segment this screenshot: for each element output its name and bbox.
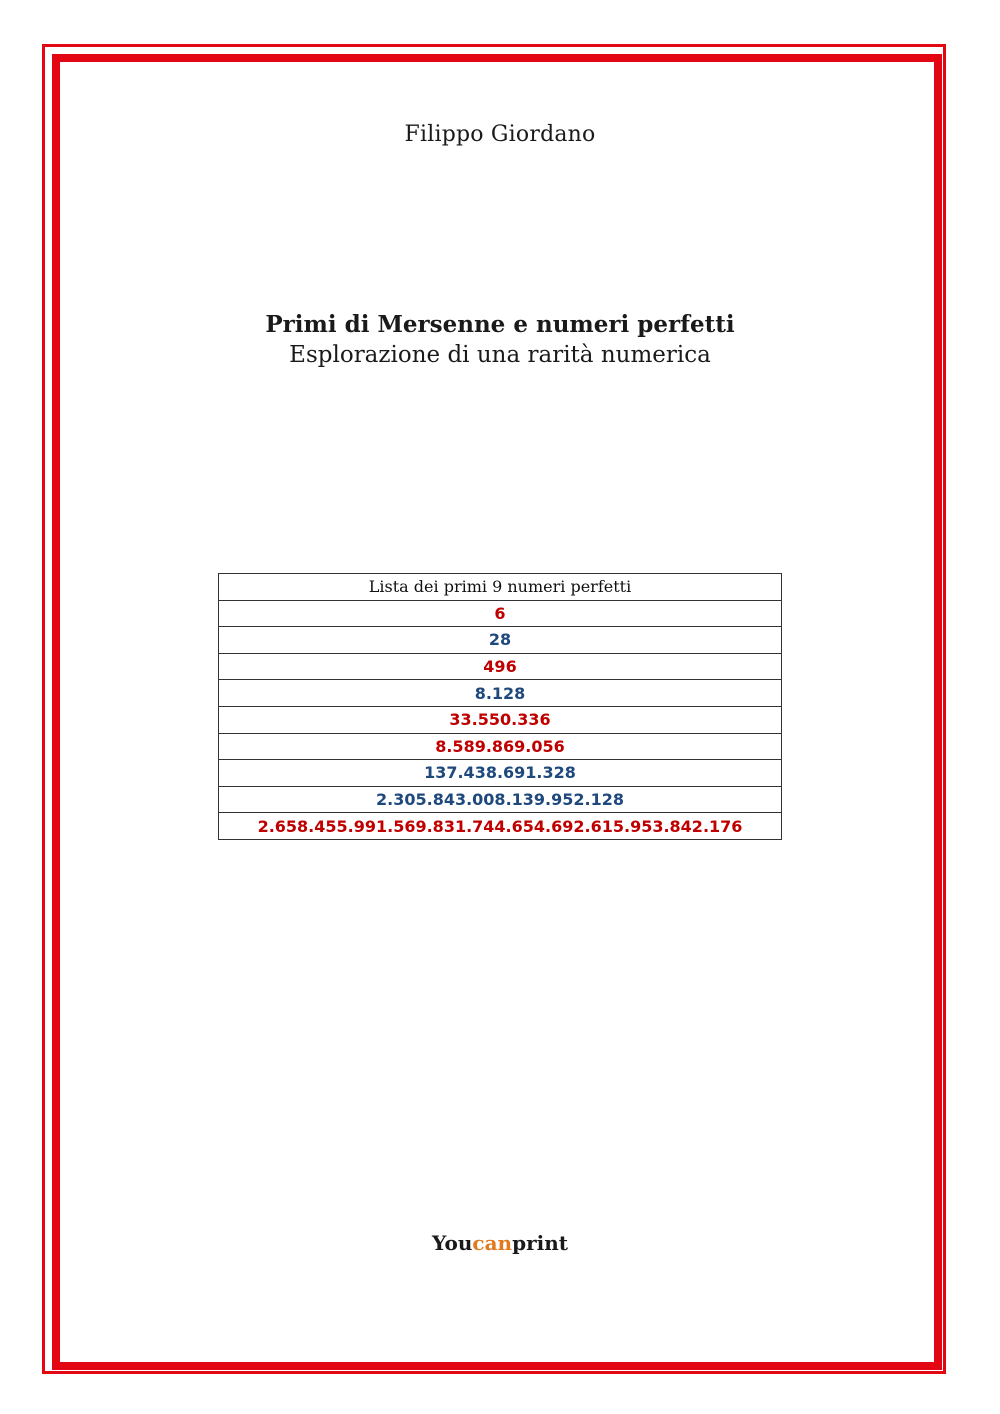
perfect-number-cell: 2.658.455.991.569.831.744.654.692.615.953.842.176	[219, 813, 782, 840]
book-title: Primi di Mersenne e numeri perfetti	[265, 311, 735, 338]
table-row	[219, 706, 782, 733]
author-name: Filippo Giordano	[404, 122, 596, 147]
table-row	[219, 786, 782, 813]
perfect-number-cell: 8.128	[219, 680, 782, 707]
perfect-numbers-table	[218, 573, 782, 840]
publisher-part-print: print	[512, 1231, 568, 1255]
table-row	[219, 600, 782, 627]
publisher-part-you: You	[431, 1231, 473, 1255]
publisher-logo	[0, 1231, 1000, 1255]
publisher-part-can: can	[472, 1231, 513, 1255]
table-row	[219, 733, 782, 760]
table-row	[219, 627, 782, 654]
perfect-number-cell: 6	[219, 600, 782, 627]
perfect-number-cell: 28	[219, 627, 782, 654]
perfect-number-cell: 496	[219, 653, 782, 680]
table-row	[219, 653, 782, 680]
book-subtitle: Esplorazione di una rarità numerica	[289, 342, 711, 368]
perfect-number-cell: 137.438.691.328	[219, 760, 782, 787]
table-row	[219, 813, 782, 840]
perfect-number-cell: 33.550.336	[219, 706, 782, 733]
table-row	[219, 680, 782, 707]
perfect-number-cell: 8.589.869.056	[219, 733, 782, 760]
perfect-number-cell: 2.305.843.008.139.952.128	[219, 786, 782, 813]
table-header-row	[219, 574, 782, 601]
table-header: Lista dei primi 9 numeri perfetti	[219, 574, 782, 601]
table-row	[219, 760, 782, 787]
